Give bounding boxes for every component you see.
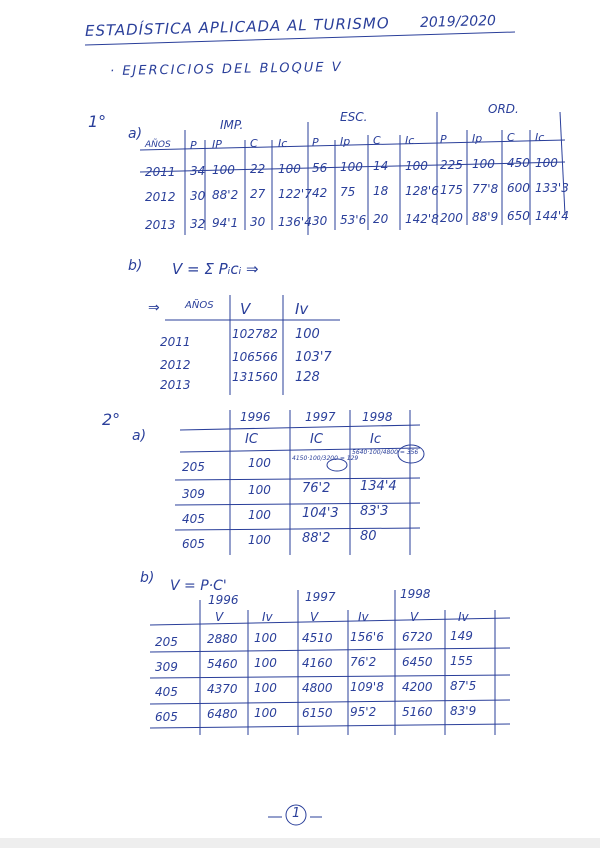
table-cell: 88'2 <box>212 188 239 203</box>
column-year: 1996 <box>240 410 271 424</box>
table-cell: 100 <box>212 163 235 178</box>
column-header: Ip <box>472 132 483 146</box>
table-cell: 4200 <box>402 679 433 694</box>
table-cell: 80 <box>360 529 377 544</box>
table-cell: 6450 <box>402 654 433 669</box>
column-year: 1998 <box>362 410 393 424</box>
column-header: Ic <box>370 432 381 447</box>
table-cell: 136'4 <box>278 214 312 229</box>
table-cell: 100 <box>405 158 428 173</box>
column-year: 1998 <box>400 587 431 601</box>
table-cell: 4150·100/3200 = 129 <box>292 455 359 462</box>
table-cell: 18 <box>373 184 389 199</box>
table-cell: 88'2 <box>302 531 331 546</box>
row-product: 309 <box>182 487 205 501</box>
column-header: P <box>190 138 197 152</box>
table-cell: 32 <box>190 216 206 231</box>
table-cell: 42 <box>312 185 328 200</box>
row-year: 2012 <box>160 358 191 372</box>
table-cell: 131560 <box>232 370 278 384</box>
column-header: IC <box>310 432 323 447</box>
column-header: Iv <box>262 610 273 624</box>
table-cell: 83'3 <box>360 504 389 519</box>
table-cell: 200 <box>440 210 463 225</box>
row-product: 605 <box>155 710 178 724</box>
table-cell: 100 <box>278 161 301 176</box>
table-cell: 53'6 <box>340 213 367 228</box>
table-cell: 600 <box>507 181 530 196</box>
table-cell: 100 <box>254 631 277 645</box>
table-cell: 77'8 <box>472 182 499 197</box>
table-cell: 155 <box>450 654 473 668</box>
group-imp: IMP. <box>220 118 244 132</box>
table-cell: 75 <box>340 185 356 200</box>
table-cell: 88'9 <box>472 210 499 225</box>
row-year: 2011 <box>145 164 176 179</box>
table-cell: 650 <box>507 209 530 224</box>
table-cell: 100 <box>248 533 271 547</box>
table-cell: 5640·100/4800 = 356 <box>352 449 419 456</box>
table-cell: 144'4 <box>535 208 569 223</box>
table-cell: 27 <box>250 187 266 202</box>
table-cell: 225 <box>440 157 463 172</box>
table-cell: 122'7 <box>278 186 312 201</box>
row-product: 205 <box>182 460 205 474</box>
table-cell: 100 <box>248 508 271 522</box>
column-year: 1997 <box>305 410 336 424</box>
table-cell: 30 <box>250 215 266 230</box>
column-header: V <box>310 610 319 624</box>
row-year: 2013 <box>160 378 191 392</box>
column-header: IP <box>212 138 222 152</box>
table-cell: 56 <box>312 160 328 175</box>
column-header: C <box>507 131 515 145</box>
column-year: 1997 <box>305 590 336 604</box>
column-header: Ic <box>535 130 545 144</box>
table-cell: 95'2 <box>350 705 377 719</box>
table-cell: 5460 <box>207 656 238 671</box>
column-header: Ic <box>278 136 288 150</box>
exercise-1-number: 1° <box>88 112 107 131</box>
column-header: Ic <box>405 133 415 147</box>
table-cell: 134'4 <box>360 479 397 494</box>
column-header: C <box>373 134 381 148</box>
group-esc: ESC. <box>340 110 368 124</box>
table-cell: 102782 <box>232 327 278 341</box>
row-product: 405 <box>155 685 178 699</box>
column-header: AÑOS <box>185 300 214 311</box>
table-cell: 4510 <box>302 630 333 645</box>
value-formula: V = Σ Pᵢcᵢ ⇒ <box>172 260 259 278</box>
page-title: ESTADÍSTICA APLICADA AL TURISMO <box>84 14 390 40</box>
table-cell: 94'1 <box>212 216 239 231</box>
table-cell: 6480 <box>207 706 238 721</box>
row-product: 605 <box>182 537 205 551</box>
table-cell: 100 <box>254 681 277 695</box>
row-product: 205 <box>155 635 178 649</box>
column-header: Iv <box>458 610 469 624</box>
column-header: V <box>240 300 251 318</box>
table-cell: 100 <box>340 160 363 175</box>
column-header: C <box>250 137 258 151</box>
table-cell: 100 <box>248 483 271 497</box>
table-cell: 5160 <box>402 704 433 719</box>
table-cell: 87'5 <box>450 679 477 693</box>
table-cell: 30 <box>190 188 206 203</box>
section-subtitle: · EJERCICIOS DEL BLOQUE V <box>109 59 343 80</box>
table-cell: 20 <box>373 212 389 227</box>
table-cell: 128'6 <box>405 183 439 198</box>
table-cell: 100 <box>472 157 495 172</box>
table-cell: 100 <box>248 456 271 470</box>
table-cell: 4800 <box>302 680 333 695</box>
ex2-value-formula: V = P·C' <box>170 578 227 594</box>
table-cell: 100 <box>254 706 277 720</box>
column-header: IC <box>245 432 258 447</box>
column-header: P <box>312 135 319 149</box>
exercise-2b-label: b) <box>140 570 155 586</box>
column-header: Iv <box>295 300 309 318</box>
table-cell: 100 <box>254 656 277 670</box>
table-cell: 109'8 <box>350 680 384 694</box>
exercise-1b-label: b) <box>128 258 143 274</box>
group-ord: ORD. <box>488 102 519 116</box>
implies-arrow: ⇒ <box>148 300 160 316</box>
exercise-2-number: 2° <box>102 410 121 429</box>
column-year: 1996 <box>208 593 239 607</box>
column-header: Ip <box>340 135 351 149</box>
table-cell: 100 <box>535 155 558 170</box>
table-cell: 104'3 <box>302 506 339 521</box>
table-cell: 6150 <box>302 705 333 720</box>
column-header: P <box>440 132 447 146</box>
column-header: Iv <box>358 610 369 624</box>
table-cell: 142'8 <box>405 211 439 226</box>
table-cell: 133'3 <box>535 180 569 195</box>
exercise-2a-label: a) <box>132 428 147 444</box>
row-product: 405 <box>182 512 205 526</box>
row-year: 2013 <box>145 217 176 232</box>
table-cell: 450 <box>507 156 530 171</box>
table-cell: 6720 <box>402 629 433 644</box>
exercise-1a-label: a) <box>128 126 143 142</box>
table-cell: 103'7 <box>295 350 332 365</box>
table-cell: 76'2 <box>302 481 331 496</box>
table-cell: 128 <box>295 370 320 385</box>
row-year: 2011 <box>160 335 191 349</box>
table-cell: 14 <box>373 159 389 174</box>
table-cell: 76'2 <box>350 655 377 669</box>
table-cell: 156'6 <box>350 630 384 644</box>
scan-edge <box>0 838 600 848</box>
table-cell: 4160 <box>302 655 333 670</box>
table-cell: 4370 <box>207 681 238 696</box>
table-cell: 175 <box>440 182 463 197</box>
course-year: 2019/2020 <box>419 13 497 31</box>
row-year: 2012 <box>145 189 176 204</box>
column-header: V <box>410 610 419 624</box>
table-cell: 30 <box>312 213 328 228</box>
table-cell: 34 <box>190 163 206 178</box>
table-cell: 22 <box>250 162 266 177</box>
table-cell: 2880 <box>207 631 238 646</box>
column-header: AÑOS <box>145 139 171 150</box>
row-product: 309 <box>155 660 178 674</box>
table-cell: 100 <box>295 327 320 342</box>
table-cell: 106566 <box>232 350 278 364</box>
page-number: 1 <box>292 806 301 821</box>
table-cell: 83'9 <box>450 704 477 718</box>
column-header: V <box>215 610 224 624</box>
table-cell: 149 <box>450 629 473 643</box>
